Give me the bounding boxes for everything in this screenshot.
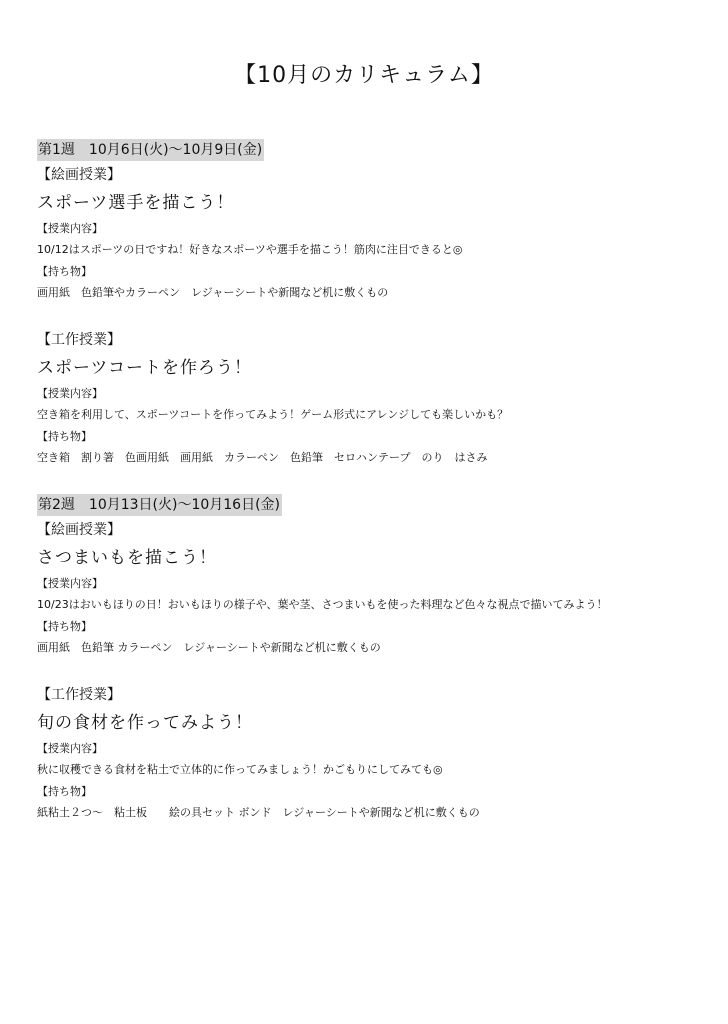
lesson-type-label: 【絵画授業】 xyxy=(37,522,121,538)
lesson-content-label: 【授業内容】 xyxy=(37,222,103,235)
lesson-items: 紙粘土２つ〜 粘土板 絵の具セット ボンド レジャーシートや新聞など机に敷くもの xyxy=(37,806,480,819)
week-2-craft-lesson xyxy=(37,685,697,821)
lesson-title: 旬の食材を作ってみよう！ xyxy=(37,713,253,733)
week-1-header: 第1週 10月6日(火)〜10月9日(金) xyxy=(37,139,264,161)
lesson-content-label: 【授業内容】 xyxy=(37,742,103,755)
lesson-title: スポーツコートを作ろう！ xyxy=(37,358,252,378)
lesson-type-label: 【絵画授業】 xyxy=(37,167,121,183)
lesson-items-label: 【持ち物】 xyxy=(37,430,92,443)
lesson-items: 画用紙 色鉛筆 カラーペン レジャーシートや新聞など机に敷くもの xyxy=(37,641,381,654)
lesson-title: スポーツ選手を描こう！ xyxy=(37,193,235,213)
week-2-header: 第2週 10月13日(火)〜10月16日(金) xyxy=(37,494,282,516)
lesson-content: 空き箱を利用して、スポーツコートを作ってみよう！ゲーム形式にアレンジしても楽しいかも？ xyxy=(37,408,509,421)
lesson-content: 10/23はおいもほりの日！おいもほりの様子や、葉や茎、さつまいもを使った料理など色々な視点で描いてみよう！ xyxy=(37,598,608,611)
lesson-items-label: 【持ち物】 xyxy=(37,620,92,633)
week-1-painting-lesson xyxy=(37,165,697,301)
lesson-type-label: 【工作授業】 xyxy=(37,687,121,703)
lesson-items: 画用紙 色鉛筆やカラーペン レジャーシートや新聞など机に敷くもの xyxy=(37,286,389,299)
lesson-type-label: 【工作授業】 xyxy=(37,332,121,348)
lesson-content-label: 【授業内容】 xyxy=(37,387,103,400)
lesson-title: さつまいもを描こう！ xyxy=(37,548,217,568)
lesson-items: 空き箱 割り箸 色画用紙 画用紙 カラーペン 色鉛筆 セロハンテープ のり はさみ xyxy=(37,451,488,464)
lesson-items-label: 【持ち物】 xyxy=(37,265,92,278)
lesson-content-label: 【授業内容】 xyxy=(37,577,103,590)
page-title: 【10月のカリキュラム】 xyxy=(234,63,494,88)
lesson-content: 10/12はスポーツの日ですね！好きなスポーツや選手を描こう！筋肉に注目できると◎ xyxy=(37,243,463,256)
lesson-content: 秋に収穫できる食材を粘土で立体的に作ってみましょう！かごもりにしてみても◎ xyxy=(37,763,443,776)
lesson-items-label: 【持ち物】 xyxy=(37,785,92,798)
week-1-craft-lesson xyxy=(37,330,697,466)
week-2-painting-lesson xyxy=(37,520,697,656)
